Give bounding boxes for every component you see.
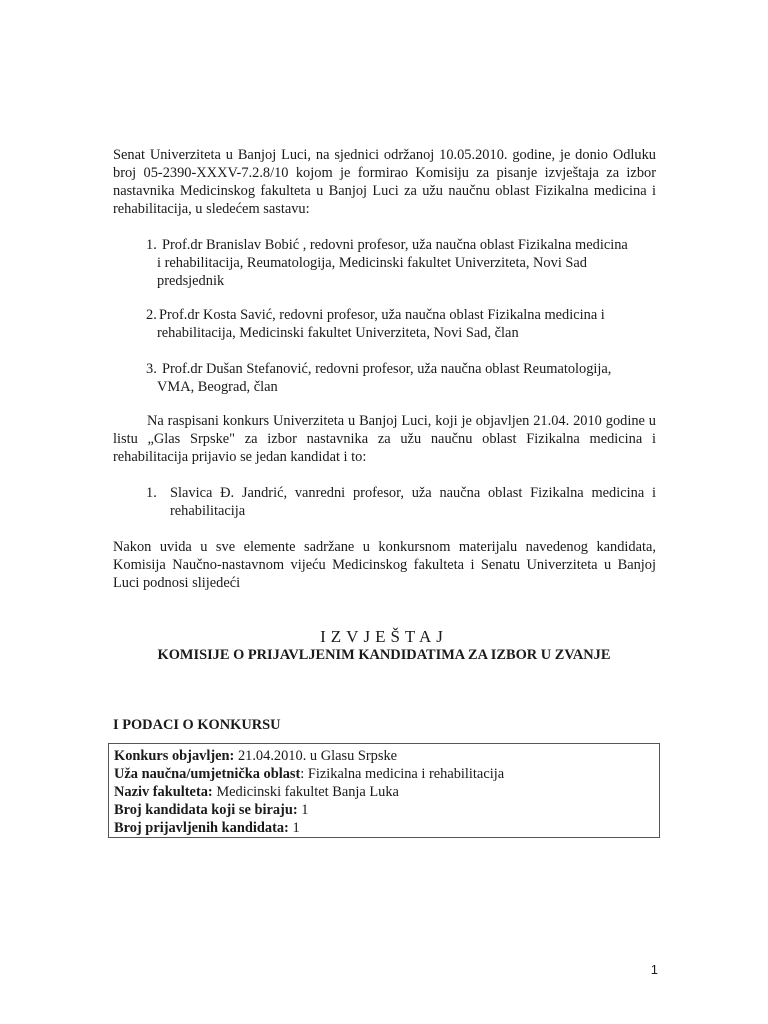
- list-number: 1.: [146, 237, 157, 253]
- info-row-candidates-applied: [114, 819, 654, 837]
- info-value: 21.04.2010. u Glasu Srpske: [234, 748, 398, 764]
- section-heading: I PODACI O KONKURSU: [113, 717, 281, 733]
- info-label: Broj prijavljenih kandidata:: [114, 820, 289, 836]
- list-item-text: VMA, Beograd, član: [157, 379, 278, 395]
- list-number: 1.: [146, 485, 157, 501]
- after-paragraph: Nakon uvida u sve elemente sadržane u konkursnom materijalu navedenog kandidata, Komisija Naučno-nastavnom vijeću Medicinskog fakulteta i Senatu Univerziteta u Banjoj Luci podnosi slijedeći: [113, 539, 656, 591]
- list-item-text: rehabilitacija, Medicinski fakultet Univerziteta, Novi Sad, član: [157, 325, 519, 341]
- list-item-text: rehabilitacija: [170, 503, 246, 519]
- list-item-text: Prof.dr Kosta Savić, redovni profesor, uža naučna oblast Fizikalna medicina i: [159, 307, 605, 323]
- info-label: Broj kandidata koji se biraju:: [114, 802, 298, 818]
- info-row-faculty: [114, 783, 654, 801]
- konkurs-info-box: [108, 743, 660, 838]
- info-label: Konkurs objavljen:: [114, 748, 235, 764]
- info-value: 1: [288, 820, 300, 836]
- list-item-text: Slavica Đ. Jandrić, vanredni profesor, uža naučna oblast Fizikalna medicina i: [170, 485, 656, 501]
- list-item-text: i rehabilitacija, Reumatologija, Medicinski fakultet Univerziteta, Novi Sad: [157, 255, 587, 271]
- info-row-published: [114, 747, 654, 765]
- info-row-field: [114, 765, 654, 783]
- list-item-text: Prof.dr Branislav Bobić , redovni profesor, uža naučna oblast Fizikalna medicina: [162, 237, 628, 253]
- info-label: Uža naučna/umjetnička oblast: [114, 766, 301, 782]
- info-value: 1: [297, 802, 309, 818]
- info-value: : Fizikalna medicina i rehabilitacija: [300, 766, 505, 782]
- list-number: 3.: [146, 361, 157, 377]
- list-number: 2.: [146, 307, 157, 323]
- info-value: Medicinski fakultet Banja Luka: [212, 784, 399, 800]
- report-subtitle: KOMISIJE O PRIJAVLJENIM KANDIDATIMA ZA IZBOR U ZVANJE: [157, 647, 611, 663]
- report-title: IZVJEŠTAJ: [320, 627, 448, 646]
- info-row-candidates-selected: [114, 801, 654, 819]
- page-number: 1: [650, 962, 658, 977]
- list-item-text: predsjednik: [157, 273, 225, 289]
- info-label: Naziv fakulteta:: [114, 784, 213, 800]
- konkurs-paragraph: Na raspisani konkurs Univerziteta u Banjoj Luci, koji je objavljen 21.04. 2010 godine u listu „Glas Srpske" za izbor nastavnika za užu naučnu oblast Fizikalna medicina i rehabilitacija prijavio se jedan kandidat i to:: [113, 413, 656, 465]
- list-item-text: Prof.dr Dušan Stefanović, redovni profesor, uža naučna oblast Reumatologija,: [162, 361, 612, 377]
- intro-paragraph: Senat Univerziteta u Banjoj Luci, na sjednici održanoj 10.05.2010. godine, je donio Odluku broj 05-2390-XXXV-7.2.8/10 kojom je formirao Komisiju za pisanje izvještaja za izbor nastavnika Medicinskog fakulteta u Banjoj Luci za užu naučnu oblast Fizikalna medicina i rehabilitacija, u sledećem sastavu:: [113, 147, 656, 217]
